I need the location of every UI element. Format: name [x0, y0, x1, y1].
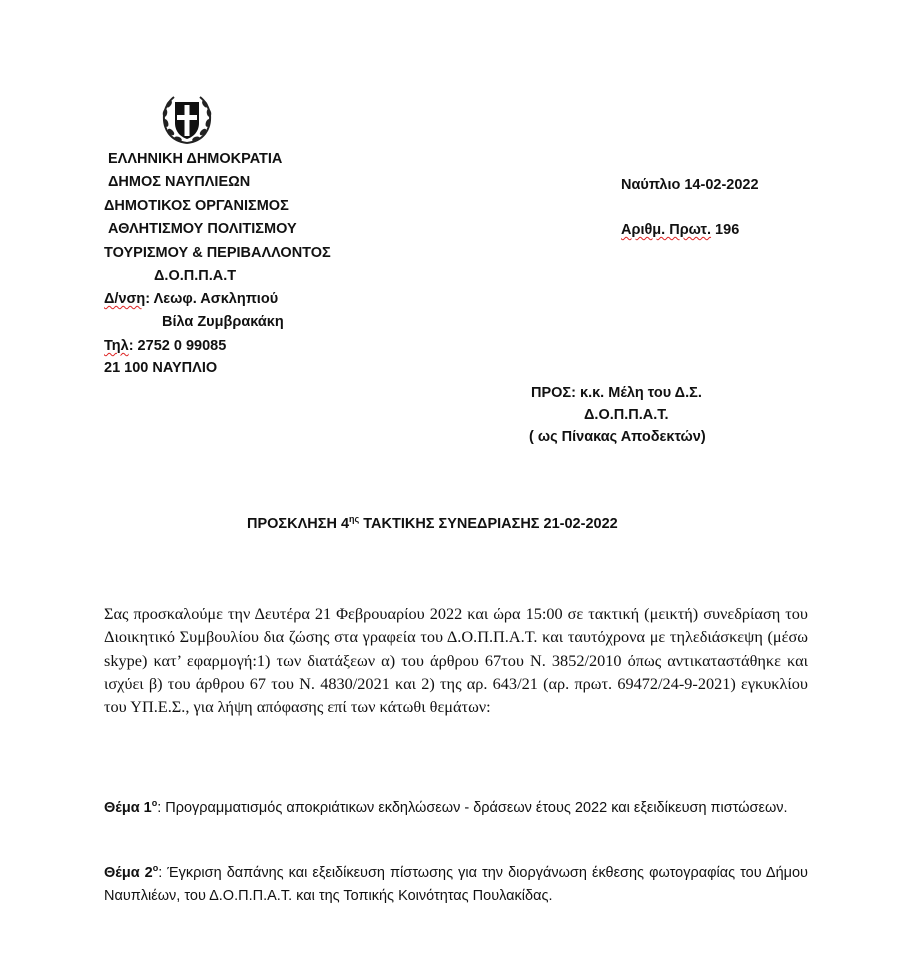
recipients-line-3: ( ως Πίνακας Αποδεκτών): [529, 429, 706, 445]
intro-paragraph: Σας προσκαλούμε την Δευτέρα 21 Φεβρουαρίου 2022 και ώρα 15:00 σε τακτική (μεικτή) συνεδρίαση του Διοικητικό Συμβουλίου δια ζώσης στα γραφεία του Δ.Ο.Π.Π.Α.Τ. και ταυτόχρονα με τηλεδιάσκεψη (μέσω skype) κατ’ εφαρμογή:1) των διατάξεων α) του άρθρου 67του Ν. 3852/2010 όπως αντικαταστάθηκε και ισχύει β) του άρθρου 67 του Ν. 4830/2021 και 2) της αρ. 643/21 (αρ. πρωτ. 69472/24-9-2021) εγκυκλίου του ΥΠ.Ε.Σ., για λήψη απόφασης επί των κάτωθι θεμάτων:: [104, 604, 808, 717]
org-line-5: ΤΟΥΡΙΣΜΟΥ & ΠΕΡΙΒΑΛΛΟΝΤΟΣ: [104, 245, 331, 261]
topic-1: Θέμα $1^o$: Προγραμματισμός αποκριάτικων εκδηλώσεων - δράσεων έτους 2022 και εξειδίκευση πιστώσεων.: [104, 798, 788, 816]
phone-line: Τηλ: 2752 0 99085: [104, 338, 227, 354]
document-title: ΠΡΟΣΚΛΗΣΗ $4^{\eta\varsigma}$ ΤΑΚΤΙΚΗΣ ΣΥΝΕΔΡΙΑΣΗΣ 21-02-2022: [247, 514, 618, 532]
recipients-line-1: ΠΡΟΣ: κ.κ. Μέλη του Δ.Σ.: [531, 385, 702, 401]
org-line-3: ΔΗΜΟΤΙΚΟΣ ΟΡΓΑΝΙΣΜΟΣ: [104, 198, 289, 214]
org-line-2: ΔΗΜΟΣ ΝΑΥΠΛΙΕΩΝ: [108, 174, 251, 190]
address-line-2: Βίλα Ζυμβρακάκη: [162, 314, 284, 330]
org-line-4: ΑΘΛΗΤΙΣΜΟΥ ΠΟΛΙΤΙΣΜΟΥ: [108, 221, 297, 237]
place-date: Ναύπλιο 14-02-2022: [621, 177, 759, 193]
greek-coat-of-arms-icon: [160, 93, 214, 147]
topic-2: Θέμα $2^o$: Έγκριση δαπάνης και εξειδίκευση πίστωσης για την διοργάνωση έκθεσης φωτογραφίας του Δήμου Ναυπλιέων, του Δ.Ο.Π.Π.Α.Τ. και της Τοπικής Κοινότητας Πουλακίδας.: [104, 863, 808, 904]
postal-line: 21 100 ΝΑΥΠΛΙΟ: [104, 360, 218, 376]
org-line-1: ΕΛΛΗΝΙΚΗ ΔΗΜΟΚΡΑΤΙΑ: [108, 151, 283, 167]
recipients-line-2: Δ.Ο.Π.Π.Α.Τ.: [584, 407, 669, 423]
org-acronym: Δ.Ο.Π.Π.Α.Τ: [154, 268, 237, 284]
address-line: Δ/νση: Λεωφ. Ασκληπιού: [104, 291, 279, 307]
protocol-number: Αριθμ. Πρωτ. 196: [621, 222, 740, 238]
